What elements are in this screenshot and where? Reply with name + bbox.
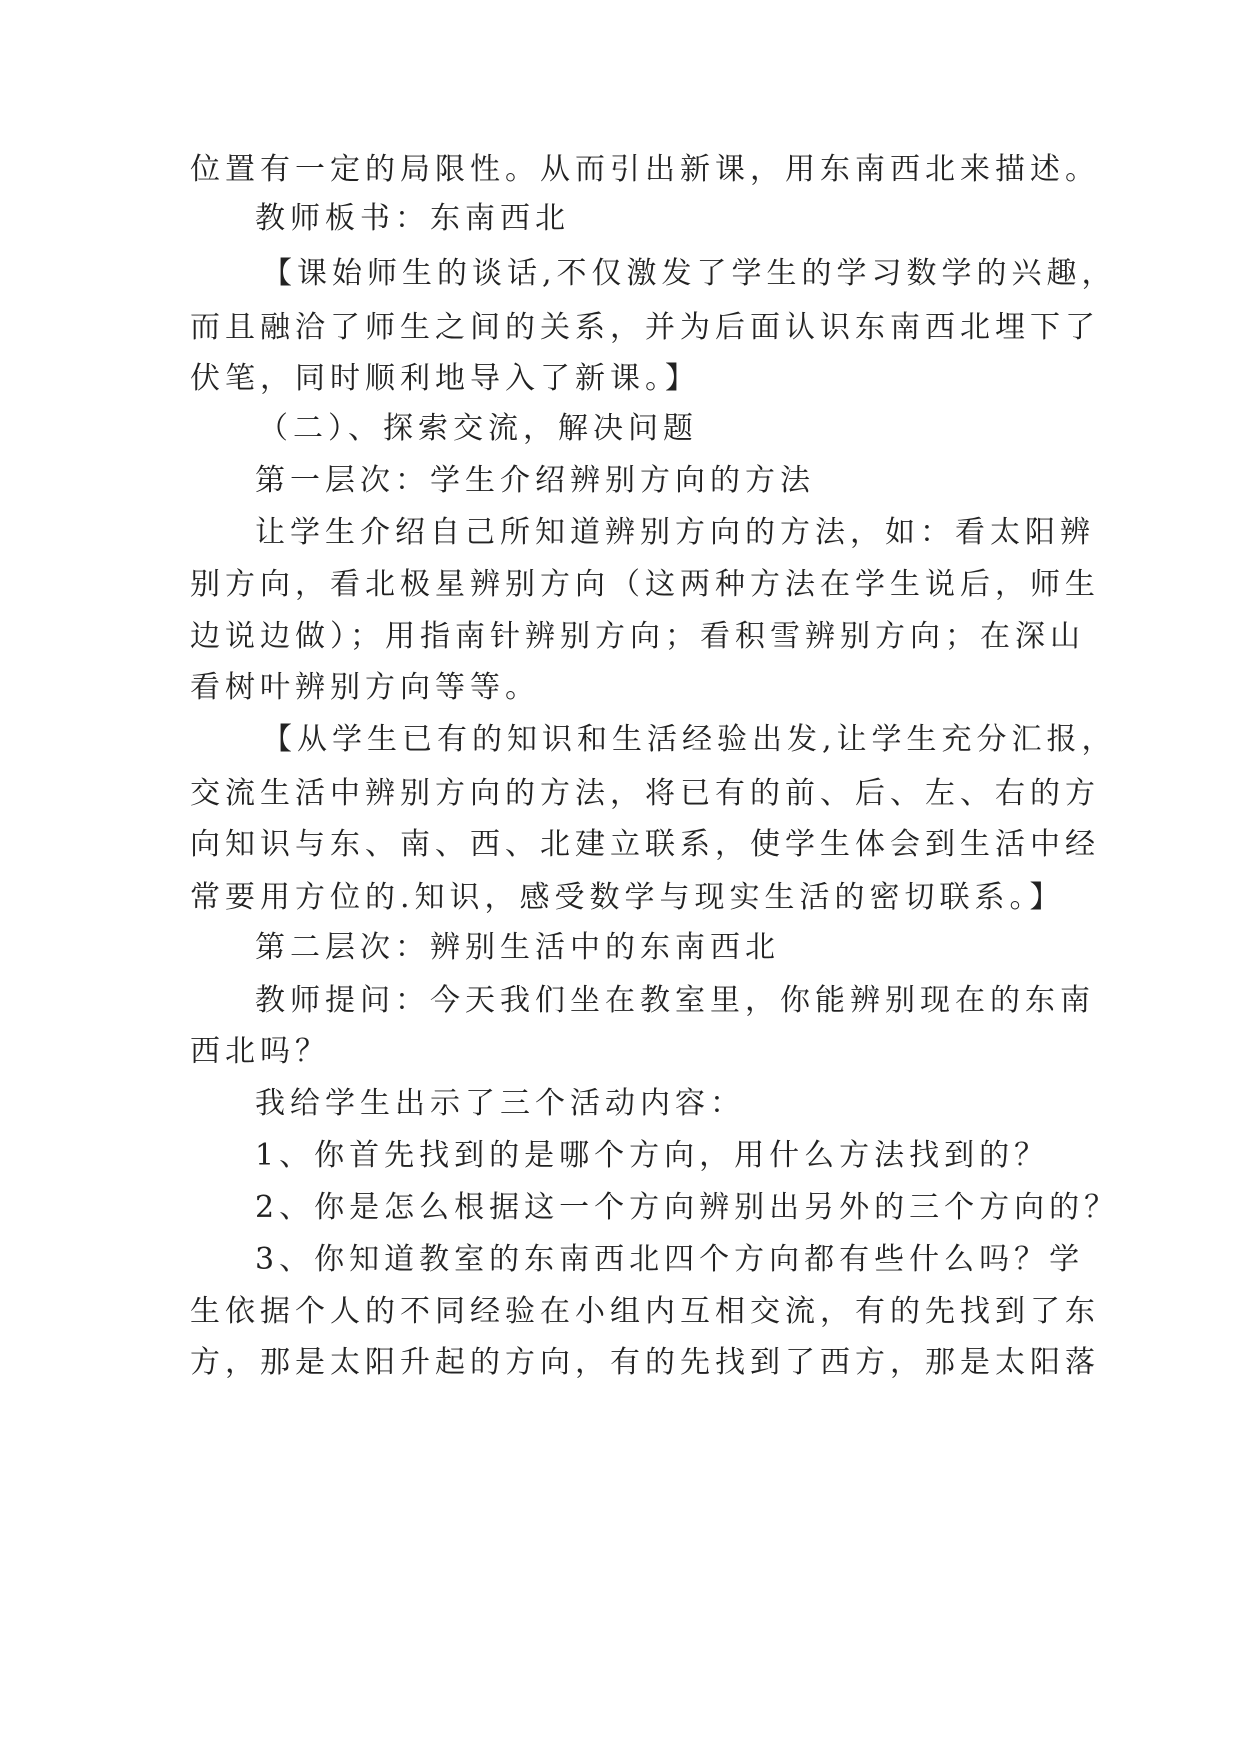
note-line: 而且融洽了师生之间的关系，并为后面认识东南西北埋下了 <box>190 310 1100 345</box>
note-line: 【从学生已有的知识和生活经验出发,让学生充分汇报， <box>262 722 1117 757</box>
section-heading: （二）、探索交流，解决问题 <box>258 411 698 446</box>
text-line: 方，那是太阳升起的方向，有的先找到了西方，那是太阳落 <box>190 1345 1100 1380</box>
text-line: 边说边做）；用指南针辨别方向；看积雪辨别方向；在深山 <box>190 619 1085 654</box>
text-line: 别方向，看北极星辨别方向（这两种方法在学生说后，师生 <box>190 567 1100 602</box>
text-line: 教师提问：今天我们坐在教室里，你能辨别现在的东南 <box>255 983 1095 1018</box>
note-line: 伏笔，同时顺利地导入了新课。】 <box>190 361 700 396</box>
text-line: 西北吗？ <box>190 1034 330 1069</box>
list-item: 1、你首先找到的是哪个方向，用什么方法找到的？ <box>255 1138 1050 1173</box>
note-line: 向知识与东、南、西、北建立联系，使学生体会到生活中经 <box>190 827 1100 862</box>
list-item: 3、你知道教室的东南西北四个方向都有些什么吗？学 <box>255 1242 1085 1277</box>
text-line: 我给学生出示了三个活动内容： <box>255 1086 745 1121</box>
text-line: 让学生介绍自己所知道辨别方向的方法，如：看太阳辨 <box>255 515 1095 550</box>
subsection-heading: 第二层次：辨别生活中的东南西北 <box>255 930 780 965</box>
text-line: 看树叶辨别方向等等。 <box>190 670 540 705</box>
note-line: 【课始师生的谈话,不仅激发了学生的学习数学的兴趣， <box>262 256 1117 291</box>
heading-line: 教师板书：东南西北 <box>255 201 570 236</box>
text-line: 生依据个人的不同经验在小组内互相交流，有的先找到了东 <box>190 1294 1100 1329</box>
note-line: 交流生活中辨别方向的方法，将已有的前、后、左、右的方 <box>190 776 1100 811</box>
subsection-heading: 第一层次：学生介绍辨别方向的方法 <box>255 463 815 498</box>
list-item: 2、你是怎么根据这一个方向辨别出另外的三个方向的？ <box>255 1190 1120 1225</box>
text-line: 位置有一定的局限性。从而引出新课，用东南西北来描述。 <box>190 152 1100 187</box>
note-line: 常要用方位的.知识，感受数学与现实生活的密切联系。】 <box>190 880 1065 915</box>
